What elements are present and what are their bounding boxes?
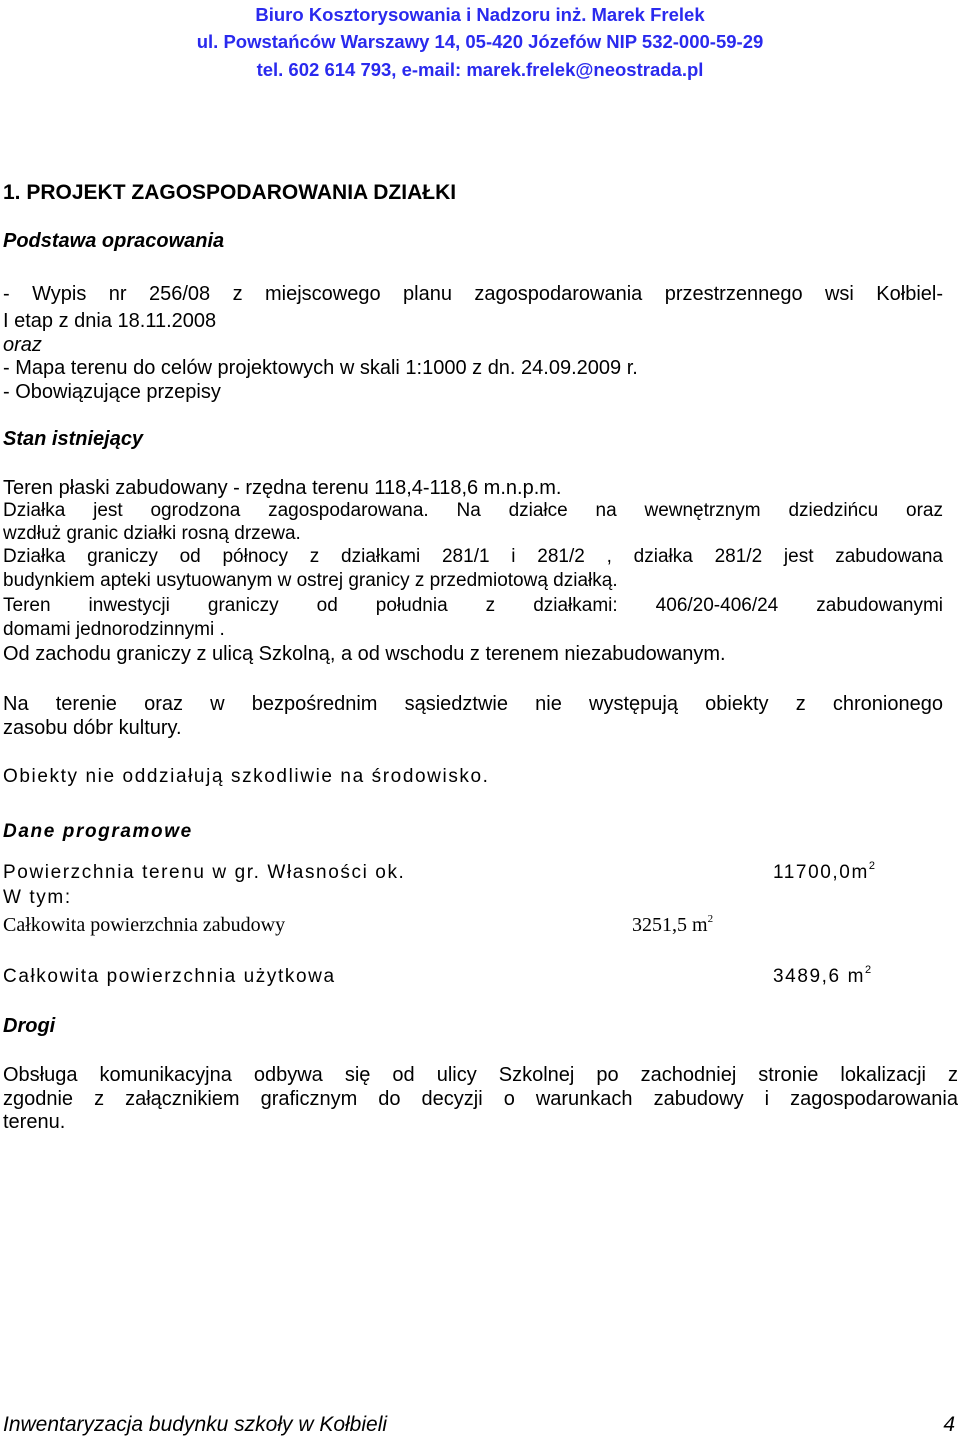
stan-line: Działka graniczy od północy z działkami 281/1 i 281/2 , działka 281/2 jest zabudowana xyxy=(3,546,943,567)
w-tym-label: W tym: xyxy=(3,887,72,908)
zabudowy-value: 3251,5 $m^2$ xyxy=(632,913,714,936)
area-value: $11700,0m^2$ xyxy=(773,860,877,883)
company-contact: tel. 602 614 793, e-mail: marek.frelek@neostrada.pl xyxy=(256,59,704,80)
drogi-line: terenu. xyxy=(3,1111,66,1133)
stan-line: Teren płaski zabudowany - rzędna terenu 118,4-118,6 m.n.p.m. xyxy=(3,477,562,499)
podstawa-heading: Podstawa opracowania xyxy=(3,230,225,252)
page-footer xyxy=(3,1412,955,1438)
page-number: 4 xyxy=(943,1413,955,1436)
company-name: Biuro Kosztorysowania i Nadzoru inż. Marek Frelek xyxy=(255,4,705,25)
drogi-heading: Drogi xyxy=(3,1015,56,1037)
zabudowy-label: Całkowita powierzchnia zabudowy xyxy=(3,914,286,936)
uzytkowa-value: 3489,6 $m^2$ xyxy=(773,964,873,987)
area-label: Powierzchnia terenu w gr. Własności ok. xyxy=(3,862,406,883)
company-address: ul. Powstańców Warszawy 14, 05-420 Józefów NIP 532-000-59-29 xyxy=(196,31,764,52)
drogi-line: zgodnie z załącznikiem graficznym do decyzji o warunkach zabudowy i zagospodarowania xyxy=(3,1088,958,1110)
heritage-line: Na terenie oraz w bezpośrednim sąsiedztwie nie występują obiekty z chronionego xyxy=(3,693,943,715)
podstawa-line: - Obowiązujące przepisy xyxy=(3,381,221,403)
uzytkowa-label: Całkowita powierzchnia użytkowa xyxy=(3,966,336,987)
podstawa-line: - Wypis nr 256/08 z miejscowego planu zagospodarowania przestrzennego wsi Kołbiel- xyxy=(3,283,943,305)
stan-line: budynkiem apteki usytuowanym w ostrej granicy z przedmiotową działką. xyxy=(3,570,618,591)
stan-line: Działka jest ogrodzona zagospodarowana. Na działce na wewnętrznym dziedzińcu oraz xyxy=(3,500,943,521)
heritage-line: zasobu dóbr kultury. xyxy=(3,717,182,739)
environment-statement: Obiekty nie oddziałują szkodliwie na środowisko. xyxy=(3,766,490,787)
stan-line: wzdłuż granic działki rosną drzewa. xyxy=(3,523,301,544)
stan-heading: Stan istniejący xyxy=(3,428,144,450)
stan-line: domami jednorodzinnymi . xyxy=(3,619,225,640)
footer-title: Inwentaryzacja budynku szkoły w Kołbieli xyxy=(3,1413,388,1436)
section-title: 1. PROJEKT ZAGOSPODAROWANIA DZIAŁKI xyxy=(3,181,457,204)
podstawa-line: I etap z dnia 18.11.2008 xyxy=(3,310,217,332)
stan-line: Teren inwestycji graniczy od południa z działkami: 406/20-406/24 zabudowanymi xyxy=(3,595,943,616)
podstawa-line: oraz xyxy=(3,334,42,356)
dane-heading: Dane programowe xyxy=(3,821,193,842)
drogi-line: Obsługa komunikacyjna odbywa się od ulicy Szkolnej po zachodniej stronie lokalizacji z xyxy=(3,1064,958,1086)
podstawa-line: - Mapa terenu do celów projektowych w skali 1:1000 z dn. 24.09.2009 r. xyxy=(3,357,638,379)
stan-line: Od zachodu graniczy z ulicą Szkolną, a od wschodu z terenem niezabudowanym. xyxy=(3,643,726,665)
